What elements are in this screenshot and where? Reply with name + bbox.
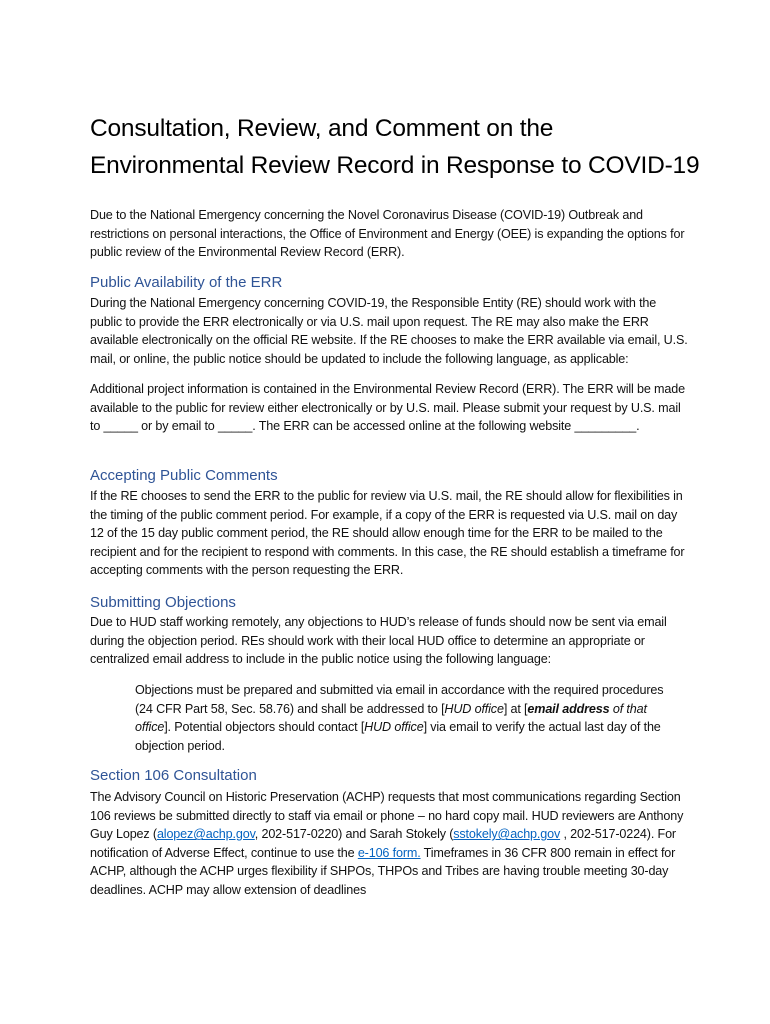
quote-text-a: Objections must be prepared and submitted via email in accordance with the required procedures (24 CFR Part 58, Sec. 58.76) and shall be addressed to [	[135, 683, 664, 716]
section106-text-d: Timeframes in 36 CFR 800 remain in effect for ACHP, although the ACHP urges flexibility if SHPOs, THPOs and Tribes are having trouble meeting 30-day deadlines. ACHP may allow extension of deadlines	[90, 845, 676, 897]
objections-paragraph: Due to HUD staff working remotely, any objections to HUD’s release of funds should now be sent via email during the objection period. REs should work with their local HUD office to determine an appropriate or centralized email address to include in the public notice using the following language:	[90, 615, 667, 667]
quote-hud-office-2: HUD office	[364, 720, 424, 735]
title-line-2: Environmental Review Record in Response to COVID-19	[90, 152, 700, 179]
availability-sample-language: Additional project information is contained in the Environmental Review Record (ERR). The ERR will be made available to the public for review either electronically or by U.S. mail. Please submit your request by U.S. mail to _____ or by email to _____. The ERR can be accessed online at the following website _________.	[90, 382, 685, 434]
e106-form-link[interactable]: e-106 form.	[357, 845, 421, 860]
section106-text-b: , 202-517-0220) and Sarah Stokely (	[254, 827, 454, 842]
quote-text-b: ] at [	[503, 701, 528, 716]
objections-quote	[135, 681, 683, 755]
quote-text-c: ]. Potential objectors should contact [	[164, 720, 365, 735]
quote-email-address: email address	[527, 701, 610, 716]
section106-paragraph	[90, 788, 690, 900]
heading-public-availability: Public Availability of the ERR	[90, 274, 283, 291]
section106-text-c: , 202-517-0224). For notification of Adverse Effect, continue to use the	[90, 827, 676, 860]
quote-hud-office-1: HUD office	[444, 701, 504, 716]
title-line-1: Consultation, Review, and Comment on the	[90, 115, 554, 142]
section106-text-a: The Advisory Council on Historic Preservation (ACHP) requests that most communications regarding Section 106 reviews be submitted directly to staff via email or phone – no hard copy mail. HUD reviewers are Anthony Guy Lopez (	[90, 790, 684, 842]
availability-paragraph: During the National Emergency concerning COVID-19, the Responsible Entity (RE) should work with the public to provide the ERR electronically or via U.S. mail upon request. The RE may also make the ERR available electronically on the official RE website. If the RE chooses to make the ERR available via email, U.S. mail, or online, the public notice should be updated to include the following language, as applicable:	[90, 296, 688, 366]
quote-text-d: ] via email to verify the actual last day of the objection period.	[135, 720, 661, 753]
intro-paragraph: Due to the National Emergency concerning the Novel Coronavirus Disease (COVID-19) Outbreak and restrictions on personal interactions, the Office of Environment and Energy (OEE) is expanding the options for public review of the Environmental Review Record (ERR).	[90, 208, 685, 260]
heading-submitting-objections: Submitting Objections	[90, 594, 236, 611]
document-title	[90, 110, 710, 184]
heading-section-106: Section 106 Consultation	[90, 767, 257, 784]
email-link-lopez[interactable]: alopez@achp.gov	[156, 827, 255, 842]
email-link-stokely[interactable]: sstokely@achp.gov	[453, 827, 561, 842]
heading-accepting-comments: Accepting Public Comments	[90, 467, 278, 484]
comments-paragraph: If the RE chooses to send the ERR to the public for review via U.S. mail, the RE should allow for flexibilities in the timing of the public comment period. For example, if a copy of the ERR is requested via U.S. mail on day 12 of the 15 day public comment period, the RE should allow enough time for the ERR to be mailed to the recipient and for the recipient to respond with comments. In this case, the RE should establish a timeframe for accepting comments with the person requesting the ERR.	[90, 489, 685, 578]
quote-of-that-office: of that office	[135, 701, 647, 735]
